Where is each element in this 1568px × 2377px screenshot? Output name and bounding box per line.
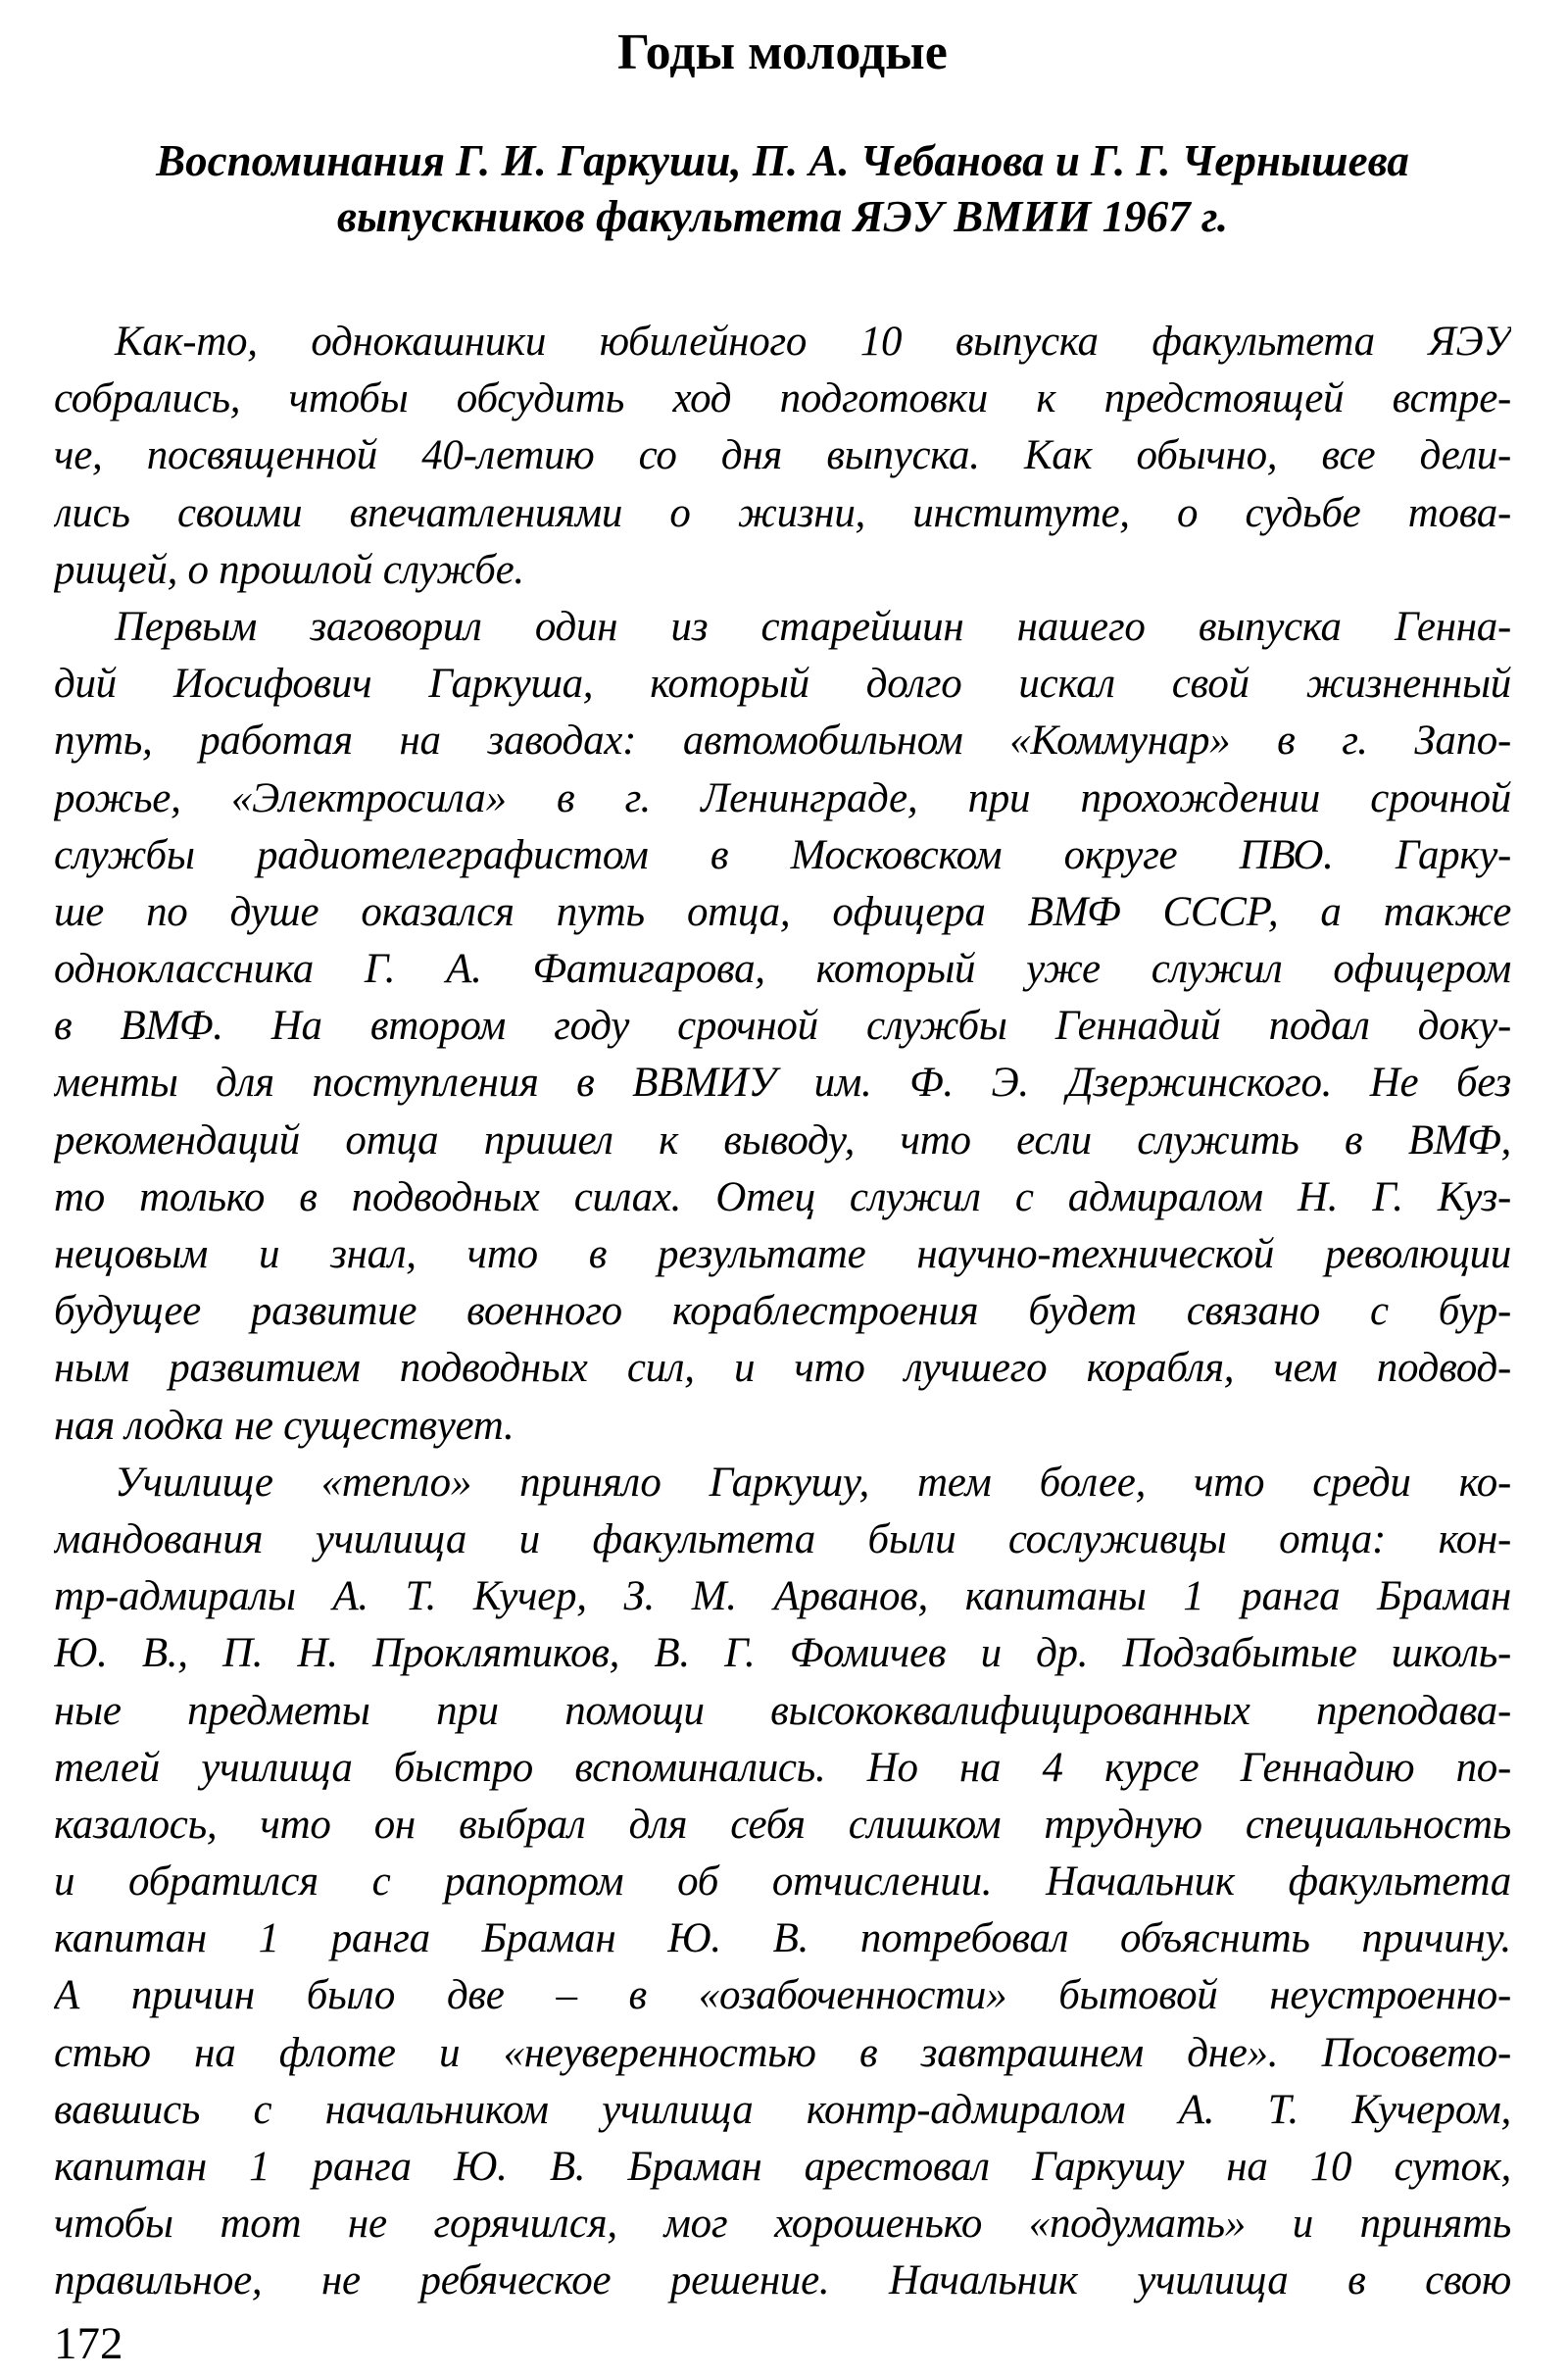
text-line: дий Иосифович Гаркуша, который долго искал свой жизненный [54,661,1511,708]
text-line: телей училища быстро вспоминались. Но на 4 курсе Геннадию по- [54,1744,1511,1791]
text-line: Училище «тепло» приняло Гаркушу, тем более, что среди ко- [115,1459,1511,1506]
text-line: рищей, о прошлой службе. [54,546,524,593]
text-line: А причин было две – в «озабоченности» бытовой неустроенно- [54,1972,1511,2019]
text-line: Как-то, однокашники юбилейного 10 выпуска факультета ЯЭУ [115,319,1511,365]
text-line: ным развитием подводных сил, и что лучшего корабля, чем подвод- [54,1345,1511,1392]
text-line: вавшись с начальником училища контр-адмиралом А. Т. Кучером, [54,2086,1511,2133]
text-line: ше по душе оказался путь отца, офицера ВМФ СССР, а также [54,888,1511,935]
text-line: рожье, «Электросила» в г. Ленинграде, при прохождении срочной [54,774,1511,821]
text-line: и обратился с рапортом об отчислении. Начальник факультета [54,1858,1511,1906]
text-line: мандования училища и факультета были сослуживцы отца: кон- [54,1515,1511,1562]
text-line: че, посвященной 40-летию со дня выпуска. Как обычно, все дели- [54,432,1511,479]
text-line: то только в подводных силах. Отец служил с адмиралом Н. Г. Куз- [54,1173,1511,1220]
text-line: нецовым и знал, что в результате научно-технической революции [54,1231,1511,1277]
text-line: лись своими впечатлениями о жизни, институте, о судьбе това- [54,489,1511,536]
subtitle [54,133,1511,245]
text-line: менты для поступления в ВВМИУ им. Ф. Э. Дзержинского. Не без [54,1060,1511,1107]
body-text [54,314,1511,2310]
text-line: собрались, чтобы обсудить ход подготовки к предстоящей встре- [54,375,1511,422]
text-line: ные предметы при помощи высококвалифицированных преподава- [54,1687,1511,1734]
text-line: тр-адмиралы А. Т. Кучер, З. М. Арванов, капитаны 1 ранга Браман [54,1573,1511,1620]
text-line: стью на флоте и «неуверенностью в завтрашнем дне». Посовето- [54,2029,1511,2076]
text-line: Первым заговорил один из старейшин нашего выпуска Генна- [115,603,1511,650]
subtitle-line-2: выпускников факультета ЯЭУ ВМИИ 1967 г. [336,192,1229,241]
text-line: капитан 1 ранга Ю. В. Браман арестовал Гаркушу на 10 суток, [54,2144,1511,2190]
text-line: рекомендаций отца пришел к выводу, что если служить в ВМФ, [54,1116,1511,1164]
text-line: в ВМФ. На втором году срочной службы Геннадий подал доку- [54,1003,1511,1050]
text-line: чтобы тот не горячился, мог хорошенько «подумать» и принять [54,2201,1511,2248]
subtitle-line-1: Воспоминания Г. И. Гаркуши, П. А. Чебанова и Г. Г. Чернышева [156,136,1409,185]
text-line: правильное, не ребяческое решение. Начальник училища в свою [54,2257,1511,2304]
text-line: капитан 1 ранга Браман Ю. В. потребовал объяснить причину. [54,1915,1511,1962]
text-line: будущее развитие военного кораблестроения будет связано с бур- [54,1288,1511,1335]
page-title: Годы молодые [617,25,948,80]
text-line: службы радиотелеграфистом в Московском округе ПВО. Гарку- [54,831,1511,878]
text-line: казалось, что он выбрал для себя слишком трудную специальность [54,1801,1511,1848]
text-line: ная лодка не существует. [54,1402,514,1449]
text-line: путь, работая на заводах: автомобильном «Коммунар» в г. Запо- [54,718,1511,765]
text-line: одноклассника Г. А. Фатигарова, который уже служил офицером [54,946,1511,993]
page-number: 172 [54,2317,123,2369]
text-line: Ю. В., П. Н. Проклятиков, В. Г. Фомичев и др. Подзабытые школь- [54,1630,1511,1677]
